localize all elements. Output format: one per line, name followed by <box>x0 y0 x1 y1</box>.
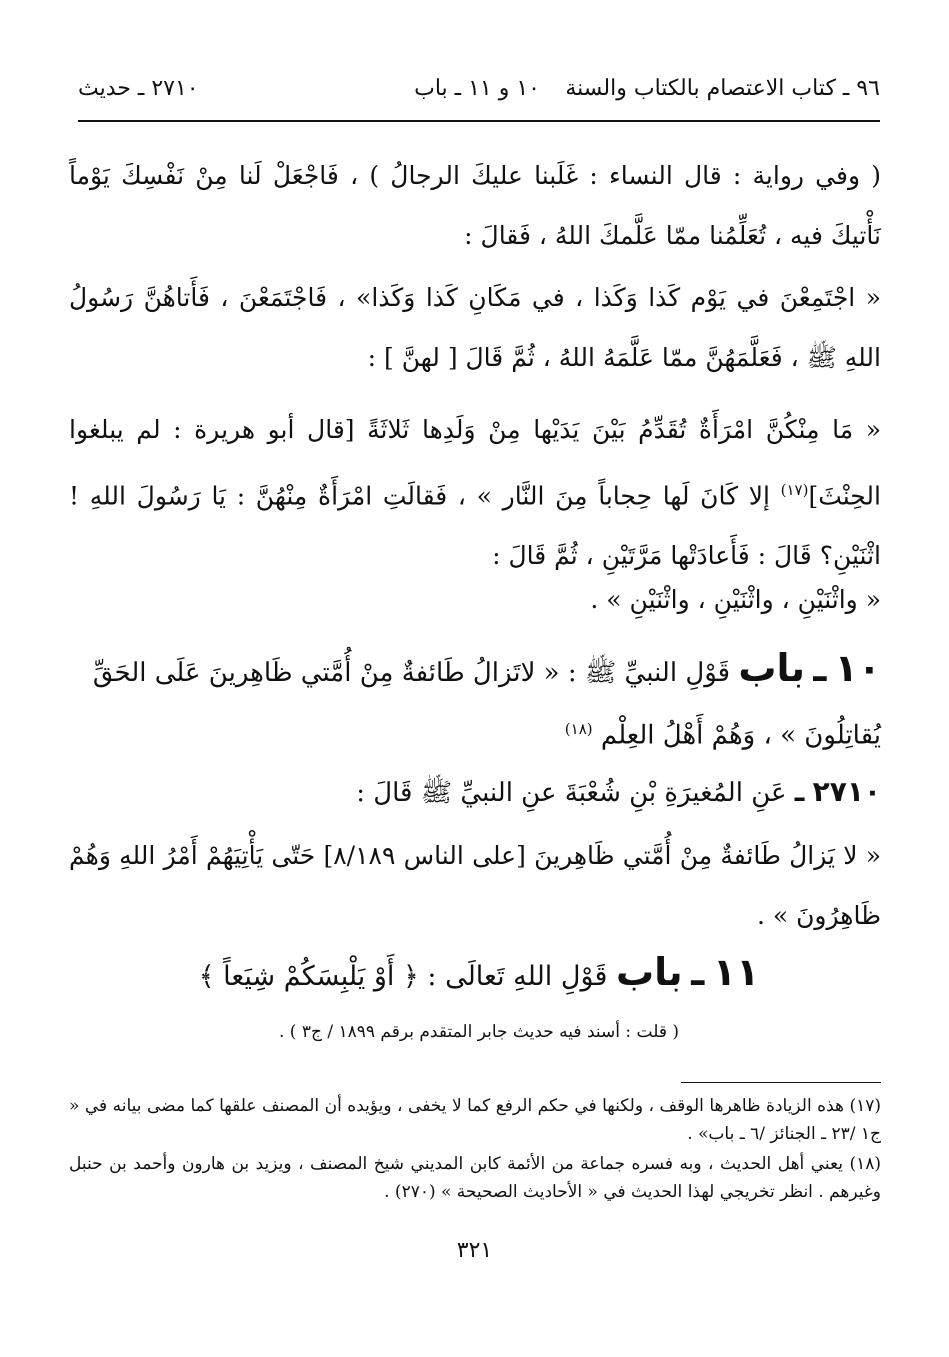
chapter-11-word: باب <box>615 950 683 994</box>
hadith-dash: ـ <box>794 775 805 808</box>
paragraph-3 <box>69 400 881 586</box>
chapter-11-number: ١١ <box>712 950 760 994</box>
chapter-10-heading <box>69 640 881 764</box>
chapter-10-title: قَوْلِ النبيِّ ﷺ : « لاتَزالُ طَائفةٌ مِنْ أُمَّتي ظَاهِرينَ عَلَى الحَقِّ يُقاتِلُونَ » ، وَهُمْ أَهْلُ العِلْم <box>92 658 881 751</box>
header-chapter: ١٠ و ١١ ـ باب <box>414 76 540 101</box>
hadith-number: ٢٧١٠ <box>812 775 881 808</box>
paragraph-2: « اجْتَمِعْنَ في يَوْم كَذا وَكَذا ، في مَكَانِ كَذا وَكَذا» ، فَاجْتَمَعْنَ ، فَأَتاهُنَّ رَسُولُ اللهِ ﷺ ، فَعَلَّمَهُنَّ ممّا عَلَّمَهُ اللهُ ، ثُمَّ قَالَ [ لهنَّ ] : <box>69 283 881 372</box>
chapter-10-number: ١٠ <box>834 646 881 690</box>
footnote-divider <box>681 1082 881 1083</box>
chapter-11-heading <box>78 942 880 1007</box>
footnotes <box>69 1092 881 1208</box>
hadith-isnad: عَنِ المُغيرَةِ بْنِ شُعْبَةَ عنِ النبيِّ ﷺ قَالَ : <box>356 778 787 808</box>
page-number: ٣٢١ <box>456 1238 493 1263</box>
chapter-11-title: قَوْلِ اللهِ تَعالَى : ﴿ أَوْ يَلْبِسَكُمْ شِيَعاً ﴾ <box>198 961 608 992</box>
header-divider <box>78 120 880 122</box>
footnote-17: (١٧) هذه الزيادة ظاهرها الوقف ، ولكنها في حكم الرفع كما لا يخفى ، ويؤيده أن المصنف علقها كما مضى بيانه في « ج١ /٢٣ ـ الجنائز /٦ ـ باب» . <box>69 1096 881 1144</box>
running-header <box>78 70 880 110</box>
paragraph-3-part-a: « مَا مِنْكُنَّ امْرَأَةٌ تُقَدِّمُ بَيْنَ يَدَيْها مِنْ وَلَدِها ثَلاثَةً [قال أبو هريرة : لم يبلغوا الحِنْثَ] <box>69 415 881 511</box>
chapter-10-dash: ـ <box>813 646 827 690</box>
header-hadith-range: ٢٧١٠ ـ حديث <box>78 76 199 101</box>
paragraph-4: « واثْنَيْنِ ، واثْنَيْنِ ، واثْنَيْنِ » . <box>590 585 881 614</box>
editor-note: ( قلت : أسند فيه حديث جابر المتقدم برقم ١٨٩٩ / ج٣ ) . <box>279 1022 679 1042</box>
paragraph-1: ( وفي رواية : قال النساء : غَلَبنا عليكَ الرجالُ ) ، فَاجْعَلْ لَنا مِنْ نَفْسِكَ يَوْماً نَأْتيكَ فيه ، تُعَلِّمُنا ممّا عَلَّمكَ اللهُ ، فَقالَ : <box>69 161 881 250</box>
header-book-title: ٩٦ ـ كتاب الاعتصام بالكتاب والسنة <box>565 76 880 101</box>
footnote-ref-17[interactable]: (١٧) <box>780 481 809 499</box>
footnote-ref-18[interactable]: (١٨) <box>564 720 593 738</box>
chapter-10-word: باب <box>738 646 806 690</box>
hadith-2710-text: « لا يَزالُ طَائفةٌ مِنْ أُمَّتي ظَاهِرينَ [على الناس ٨/١٨٩] حَتّى يَأْتِيَهُمْ أَمْرُ اللهِ وَهُمْ ظَاهِرُونَ » . <box>69 841 881 930</box>
chapter-11-dash: ـ <box>691 950 705 994</box>
footnote-18: (١٨) يعني أهل الحديث ، وبه فسره جماعة من الأئمة كابن المديني شيخ المصنف ، ويزيد بن هارون وأحمد بن حنبل وغيرهم . انظر تخريجي لهذا الحديث في « الأحاديث الصحيحة » (٢٧٠) . <box>69 1154 881 1202</box>
hadith-2710-intro <box>69 762 881 823</box>
paragraph-3-part-b: إلا كَانَ لَها حِجاباً مِنَ النَّار » ، فَقالَتِ امْرَأَةٌ مِنْهُنَّ : يَا رَسُولَ اللهِ ! اثْنَيْنِ؟ قَالَ : فَأَعادَتْها مَرَّتَيْنِ ، ثُمَّ قَالَ : <box>69 481 881 571</box>
